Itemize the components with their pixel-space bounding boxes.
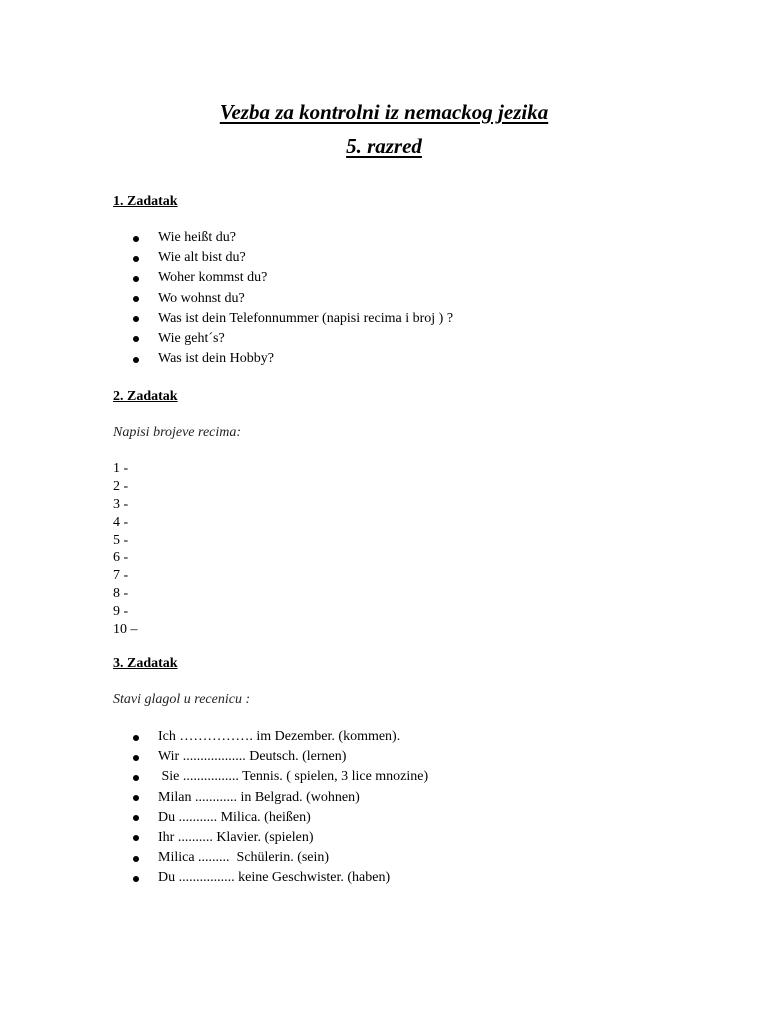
list-item: 7 -: [113, 568, 129, 584]
bullet-icon: [133, 775, 139, 781]
list-item: [0, 289, 453, 309]
question-text: Wie geht´s?: [158, 330, 225, 346]
question-text: Wie alt bist du?: [158, 250, 246, 266]
task-3-sentence-list: [0, 727, 428, 889]
list-item: 4 -: [113, 514, 129, 530]
bullet-icon: [133, 276, 139, 282]
list-item: [0, 248, 453, 268]
task-2-number-list: [113, 460, 138, 639]
bullet-icon: [133, 795, 139, 801]
question-text: Wo wohnst du?: [158, 290, 245, 306]
document-subtitle: 5. razred: [346, 134, 422, 158]
bullet-icon: [133, 316, 139, 322]
bullet-icon: [133, 236, 139, 242]
list-item: [0, 329, 453, 349]
list-item: [0, 828, 428, 848]
sentence-text: Milan ............ in Belgrad. (wohnen): [158, 789, 360, 805]
list-item: [0, 808, 428, 828]
list-item: 9 -: [113, 604, 129, 620]
list-item: 5 -: [113, 532, 129, 548]
bullet-icon: [133, 856, 139, 862]
document-title: Vezba za kontrolni iz nemackog jezika: [219, 100, 549, 124]
task-3-instruction: Stavi glagol u recenicu :: [113, 692, 251, 707]
task-2-heading: 2. Zadatak: [113, 389, 178, 404]
bullet-icon: [133, 357, 139, 363]
list-item: [0, 228, 453, 248]
sentence-text: Ihr .......... Klavier. (spielen): [158, 829, 314, 845]
question-text: Wie heißt du?: [158, 230, 236, 245]
sentence-text: Ich ……………. im Dezember. (kommen).: [158, 729, 401, 744]
list-item: [0, 767, 428, 787]
task-1-question-list: [0, 228, 453, 369]
list-item: [0, 309, 453, 329]
list-item: 3 -: [113, 496, 129, 512]
bullet-icon: [133, 876, 139, 882]
bullet-icon: [133, 256, 139, 262]
list-item: 10 –: [113, 622, 138, 638]
list-item: [0, 747, 428, 767]
question-text: Was ist dein Hobby?: [158, 351, 274, 367]
list-item: 6 -: [113, 550, 129, 566]
sentence-text: Sie ................ Tennis. ( spielen, 3 lice mnozine): [158, 769, 429, 785]
sentence-text: Wir .................. Deutsch. (lernen): [158, 749, 347, 765]
question-text: Woher kommst du?: [158, 270, 268, 286]
list-item: 2 -: [113, 478, 129, 494]
task-3-heading: 3. Zadatak: [113, 656, 178, 671]
list-item: [0, 868, 428, 888]
list-item: 8 -: [113, 586, 129, 602]
bullet-icon: [133, 815, 139, 821]
bullet-icon: [133, 835, 139, 841]
sentence-text: Milica ......... Schülerin. (sein): [158, 850, 330, 866]
bullet-icon: [133, 735, 139, 741]
sentence-text: Du ........... Milica. (heißen): [158, 809, 311, 825]
list-item: 1 -: [113, 461, 129, 476]
bullet-icon: [133, 336, 139, 342]
list-item: [0, 349, 453, 369]
task-1-heading: 1. Zadatak: [113, 194, 178, 209]
list-item: [0, 268, 453, 288]
task-2-instruction: Napisi brojeve recima:: [113, 425, 242, 440]
bullet-icon: [133, 755, 139, 761]
question-text: Was ist dein Telefonnummer (napisi recima i broj ) ?: [158, 310, 454, 326]
list-item: [0, 848, 428, 868]
bullet-icon: [133, 296, 139, 302]
list-item: [0, 788, 428, 808]
list-item: [0, 727, 428, 747]
sentence-text: Du ................ keine Geschwister. (haben): [158, 870, 391, 886]
